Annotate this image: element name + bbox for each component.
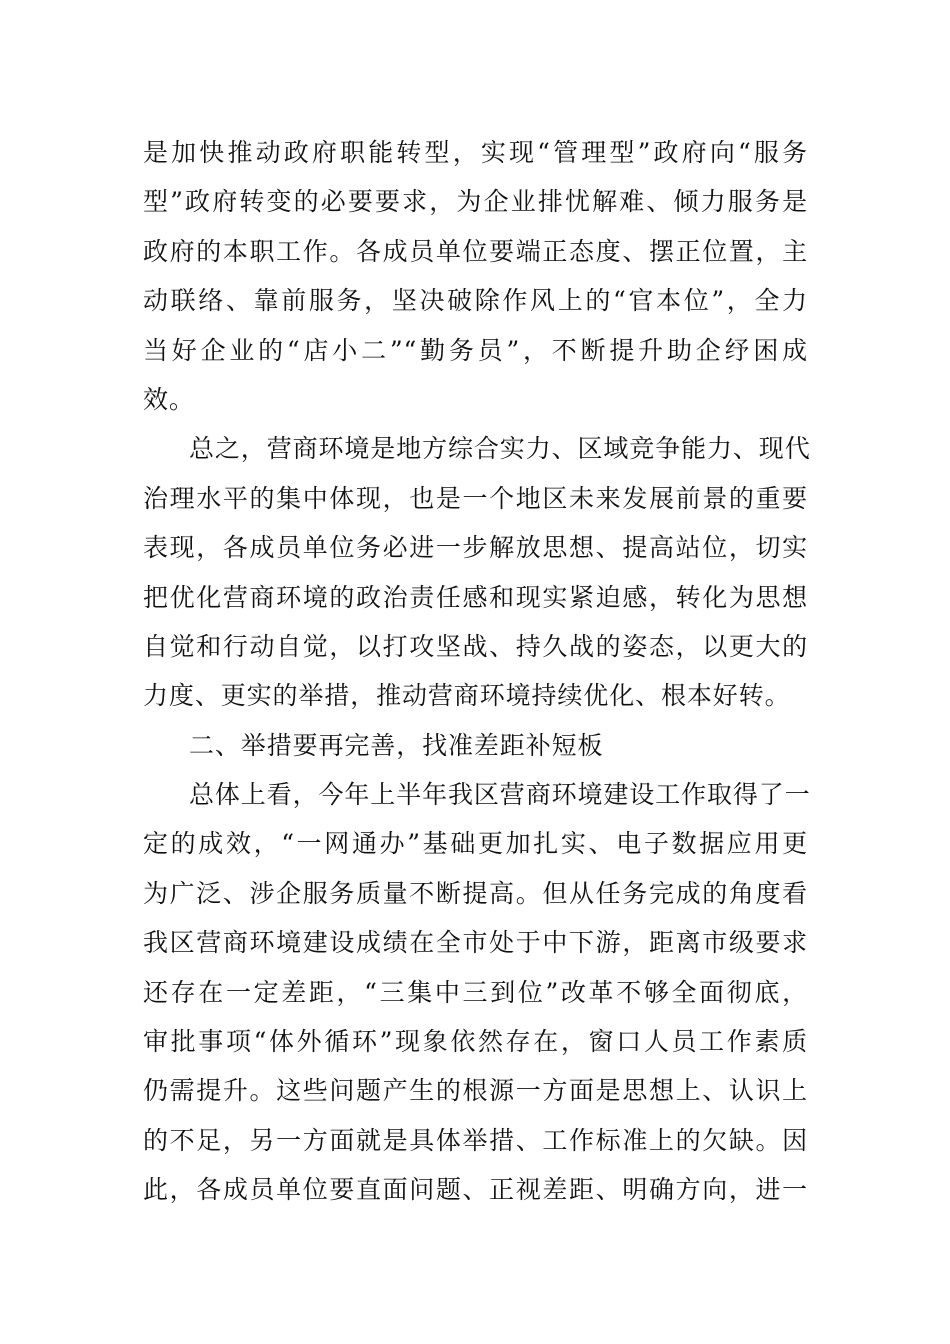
- text-line: 力度、更实的举措，推动营商环境持续优化、根本好转。: [143, 681, 791, 711]
- text-line: 二、举措要再完善，找准差距补短板: [189, 730, 604, 760]
- text-line: 我区营商环境建设成绩在全市处于中下游，距离市级要求: [143, 928, 808, 958]
- text-line: 仍需提升。这些问题产生的根源一方面是思想上、认识上: [143, 1076, 808, 1106]
- text-line: 动联络、靠前服务，坚决破除作风上的“官本位”，全力: [143, 286, 808, 316]
- text-line: 表现，各成员单位务必进一步解放思想、提高站位，切实: [143, 533, 808, 563]
- text-line: 自觉和行动自觉，以打攻坚战、持久战的姿态，以更大的: [143, 631, 808, 661]
- document-body: [143, 128, 811, 1215]
- text-line: 总体上看，今年上半年我区营商环境建设工作取得了一: [189, 780, 811, 810]
- text-line: 是加快推动政府职能转型，实现“管理型”政府向“服务: [143, 138, 808, 167]
- text-line: 政府的本职工作。各成员单位要端正态度、摆正位置，主: [143, 236, 808, 266]
- text-line: 当好企业的“店小二”“勤务员”，不断提升助企纾困成: [143, 335, 808, 365]
- text-line: 为广泛、涉企服务质量不断提高。但从任务完成的角度看: [143, 878, 808, 908]
- text-line: 治理水平的集中体现，也是一个地区未来发展前景的重要: [143, 483, 808, 513]
- text-line: 还存在一定差距，“三集中三到位”改革不够全面彻底，: [143, 977, 808, 1007]
- text-line: 型”政府转变的必要要求，为企业排忧解难、倾力服务是: [143, 187, 808, 217]
- text-line: 总之，营商环境是地方综合实力、区域竞争能力、现代: [189, 434, 811, 464]
- text-line: 把优化营商环境的政治责任感和现实紧迫感，转化为思想: [143, 582, 808, 612]
- text-line: 此，各成员单位要直面问题、正视差距、明确方向，进一: [143, 1175, 808, 1205]
- text-line: 的不足，另一方面就是具体举措、工作标准上的欠缺。因: [143, 1125, 808, 1155]
- text-line: 审批事项“体外循环”现象依然存在，窗口人员工作素质: [143, 1027, 808, 1057]
- text-line: 效。: [143, 384, 195, 414]
- text-line: 定的成效，“一网通办”基础更加扎实、电子数据应用更: [143, 829, 808, 859]
